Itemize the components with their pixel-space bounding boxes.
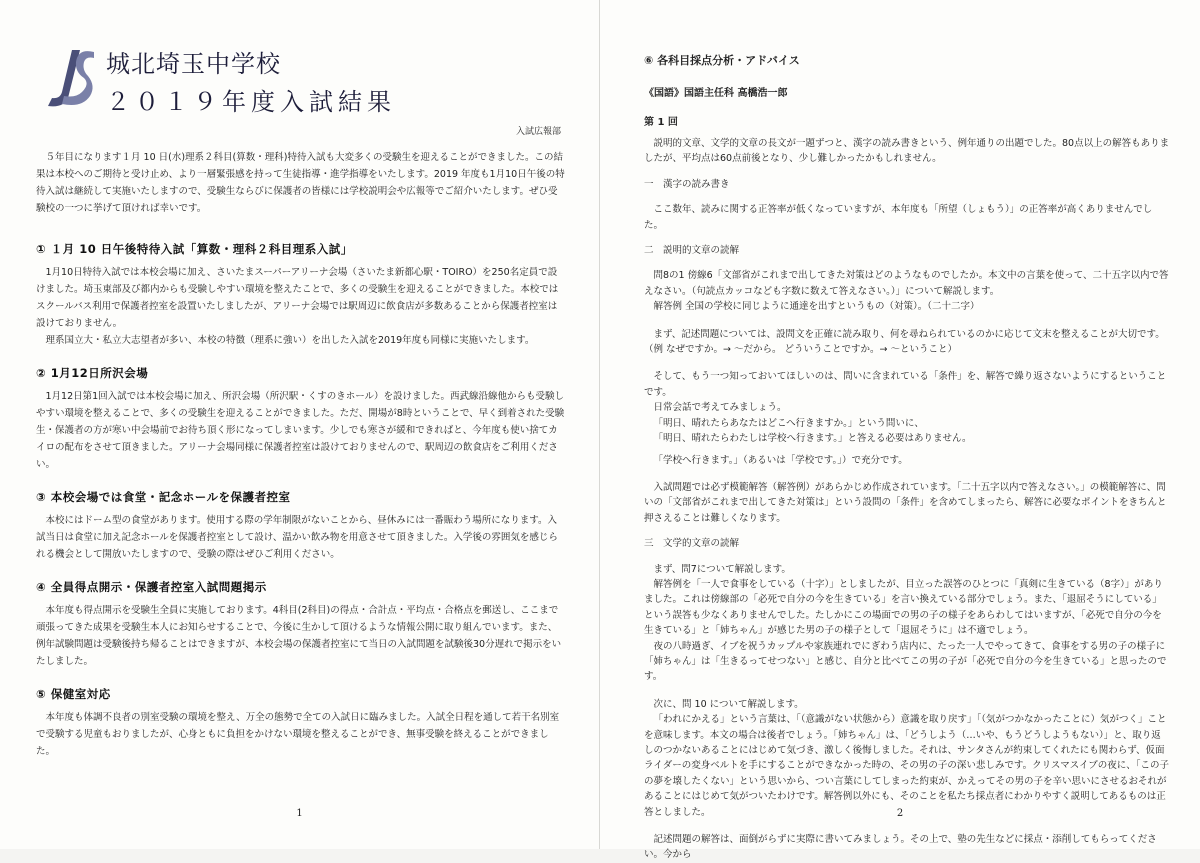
question10-paragraph: 「われにかえる」という言葉は、「（意識がない状態から）意識を取り戻す」「（気がつかなかったことに）気がつく」ことを意味します。本文の場合は後者でしょう。「姉ちゃん」は、「どうしよう（…いや、もうどうしようもない）」と、取り返しのつかないあることにはじめて気づき、激しく後悔しました。それは、サンタさんが約束してくれたにも関わらず、仮面ライダーの変身ベルトを手にすることができなかった時の、その男の子の深い悲しみです。クリスマスイブの夜に、「この子の夢を壊したくない」という思いから、つい言葉にしてしまった約束が、かえってその男の子を辛い思いにさせるおそれがあることにはじめて気がついたわけです。解答例以外にも、そのことを私たち採点者にわかりやすく説明してあるものは正答としました。 xyxy=(644,714,1169,818)
example-question-line: 「明日、晴れたらあなたはどこへ行きますか。」という問いに、 xyxy=(653,417,924,429)
section-paragraph: 1月10日特待入試では本校会場に加え、さいたまスーパーアリーナ会場（さいたま新都心駅・TOIRO）を250名定員で設けました。埼玉東部及び都内からも受験しやすい環境を整えたことで、多くの受験生を迎えることができました。本校ではスクールバス利用で保護者控室を設置いたしましたが、アリーナ会場では駅周辺に飲食店が多数あることから保護者控室は設けておりません。 xyxy=(36,267,559,329)
round-heading: 第 1 回 xyxy=(644,117,678,128)
section-title: ⑤ 保健室対応 xyxy=(36,687,111,701)
report-header xyxy=(36,28,565,118)
section-5 xyxy=(36,686,565,760)
example-bad-answer-line: 「明日、晴れたらわたしは学校へ行きます。」と答える必要はありません。 xyxy=(653,433,972,445)
school-logo-icon xyxy=(42,46,98,110)
subheading-kanji: 一 漢字の読み書き xyxy=(644,178,730,190)
page-left xyxy=(0,0,600,849)
kijutsu-example: （例 なぜですか。→ ～だから。 どういうことですか。→ ～ということ） xyxy=(644,344,957,356)
daily-conversation-line: 日常会話で考えてみましょう。 xyxy=(653,402,787,414)
report-title: ２０１９年度入試結果 xyxy=(106,88,396,116)
question7-paragraph-2: 夜の八時過ぎ、イブを祝うカップルや家族連れでにぎわう店内に、たった一人でやってきて、食事をする男の子の様子に「姉ちゃん」は「生きるってせつない」と感じ、自分と比べてこの男の子が「必死で自分の今を生きている」と思ったのです。 xyxy=(644,640,1167,683)
section-paragraph: 理系国立大・私立大志望者が多い、本校の特徴（理系に強い）を出した入試を2019年度も同様に実施いたします。 xyxy=(45,335,535,346)
subheading-bungaku: 三 文学的文章の読解 xyxy=(644,538,740,550)
subject-heading: 《国語》国語主任科 高橋浩一郎 xyxy=(644,88,788,99)
section-title: ⑥ 各科目採点分析・アドバイス xyxy=(644,54,800,67)
right-body xyxy=(644,136,1170,863)
kanji-paragraph: ここ数年、読みに関する正答率が低くなっていますが、本年度も「所望（しょもう）」の正答率が高くありませんでした。 xyxy=(644,204,1153,231)
overview-paragraph: 説明的文章、文学的文章の長文が一題ずつと、漢字の読み書きという、例年通りの出題でした。80点以上の解答もありましたが、平均点は60点前後となり、少し難しかったかもしれません。 xyxy=(644,138,1170,165)
kijutsu-paragraph: まず、記述問題については、設問文を正確に読み取り、何を尋ねられているのかに応じて文末を整えることが大切です。 xyxy=(653,328,1165,340)
section-title: ③ 本校会場では食堂・記念ホールを保護者控室 xyxy=(36,490,291,504)
section-title: ④ 全員得点開示・保護者控室入試問題掲示 xyxy=(36,580,267,594)
question8-answer: 解答例 全国の学校に同じように通達を出すというもの（対策）。（二十二字） xyxy=(653,301,980,313)
section-title: ② 1月12日所沢会場 xyxy=(36,366,149,380)
section-paragraph: 1月12日第1回入試では本校会場に加え、所沢会場（所沢駅・くすのきホール）を設けました。西武線沿線他からも受験しやすい環境を整えることで、多くの受験生を迎えることができました。ただ、開場が8時ということで、早く到着された受験生・保護者の方が寒い中会場前でお待ち頂く形になってしまいます。少しでも寒さが緩和できればと、今年度も使い捨てカイロの配布をさせて頂きました。アリーナ会場同様に保護者控室は設けておりませんので、駅周辺の飲食店をご利用ください。 xyxy=(36,391,565,470)
section-paragraph: 本年度も得点開示を受験生全員に実施しております。4科目(2科目)の得点・合計点・平均点・合格点を郵送し、ここまで頑張ってきた成果を受験生本人にお知らせすることで、今後に生かして頂けるような情報公開に取り組んでいます。また、例年試験問題は受験後持ち帰ることはできますが、本校会場の保護者控室にて当日の入試問題を試験後30分遅れで掲示をいたしました。 xyxy=(36,605,562,667)
left-body xyxy=(36,149,565,760)
question10-intro: 次に、問 10 について解説します。 xyxy=(653,698,804,710)
department-label: 入試広報部 xyxy=(515,127,561,137)
page-number: 2 xyxy=(896,808,904,819)
question7-paragraph: 解答例を「一人で食事をしている（十字）」としましたが、目立った誤答のひとつに「真剣に生きている（8字）」がありました。これは傍線部の「必死で自分の今を生きている」を言い換えている部分でしょう。また、「退屈そうにしている」という誤答も少なくありませんでした。たしかにこの場面での男の子の様子をあらわしてはいますが、「必死で自分の今を生きている」と「姉ちゃん」が感じた男の子の様子として「退屈そうに」は不適でしょう。 xyxy=(644,578,1163,637)
section-paragraph: 本校にはドーム型の食堂があります。使用する際の学年制限がないことから、昼休みには一番賑わう場所になります。入試当日は食堂に加え記念ホールを保護者控室として設け、温かい飲み物を用意させて頂きました。入学後の雰囲気を感じられる機会として開放いたしますので、受験の際はぜひご利用ください。 xyxy=(36,515,558,560)
page-right xyxy=(600,0,1200,861)
condition-paragraph: そして、もう一つ知っておいてほしいのは、問いに含まれている「条件」を、解答で繰り返さないようにするということです。 xyxy=(644,371,1167,398)
closing-paragraph: 記述問題の解答は、面倒がらずに実際に書いてみましょう。その上で、塾の先生などに採点・添削してもらってください。今から xyxy=(644,834,1157,861)
section-title: ① １月 10 日午後特待入試「算数・理科２科目理系入試」 xyxy=(36,242,353,256)
section-4 xyxy=(36,579,565,670)
example-good-answer-line: 「学校へ行きます。」（あるいは「学校です。」）で充分です。 xyxy=(653,454,908,466)
question8-paragraph: 問8の1 傍線6「文部省がこれまで出してきた対策はどのようなものでしたか。本文中の言葉を使って、二十五字以内で答えなさい。（句読点カッコなども字数に数えて答えなさい。）」について解説します。 xyxy=(644,270,1169,297)
page-number: 1 xyxy=(296,808,303,819)
intro-paragraph: ５年目になります１月 10 日(水)理系２科目(算数・理科)特待入試も大変多くの受験生を迎えることができました。この結果は本校へのご期待と受け止め、より一層緊張感を持って生徒指導・進学指導をいたします。2019 年度も1月10日午後の特待入試は継続して実施いたしますので、受験生ならびに保護者の皆様には学校説明会や広報等でご紹介いたします。ぜひ受験校の一つに挙げて頂ければ幸いです。 xyxy=(36,152,565,214)
subheading-setsumei: 二 説明的文章の読解 xyxy=(644,245,740,257)
section-2 xyxy=(36,365,565,473)
question7-intro: まず、問7について解説します。 xyxy=(653,563,791,575)
section-1 xyxy=(36,241,565,349)
model-answer-paragraph: 入試問題では必ず模範解答（解答例）があらかじめ作成されています。「二十五字以内で答えなさい。」の模範解答に、問いの「文部省がこれまで出してきた対策は」という設問の「条件」を含めてしまったら、解答に必要なポイントをきちんと押さえることは難しくなります。 xyxy=(644,481,1167,524)
school-name: 城北埼玉中学校 xyxy=(106,50,281,78)
section-paragraph: 本年度も体調不良者の別室受験の環境を整え、万全の態勢で全ての入試日に臨みました。入試全日程を通して若干名別室で受験する児童もおりましたが、心身ともに負担をかけない環境を整えることができ、無事受験を終えることができました。 xyxy=(36,712,560,757)
section-3 xyxy=(36,489,565,563)
